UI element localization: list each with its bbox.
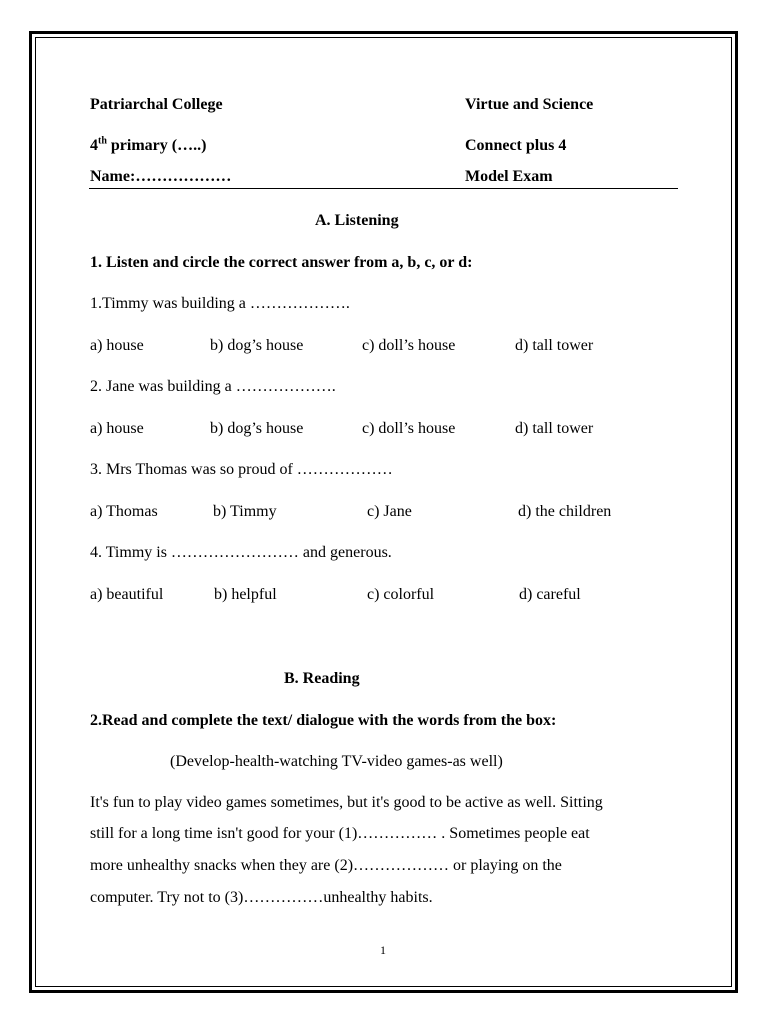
passage-line-1: It's fun to play video games sometimes, but it's good to be active as well. Sitting <box>90 794 603 811</box>
q3-option-d: d) the children <box>518 503 612 520</box>
grade-number: 4 <box>90 137 98 154</box>
passage-line-4: computer. Try not to (3)……………unhealthy habits. <box>90 889 433 906</box>
question-2: 2. Jane was building a ………………. <box>90 378 336 395</box>
question-4: 4. Timmy is …………………… and generous. <box>90 544 392 561</box>
question-1: 1.Timmy was building a ………………. <box>90 295 350 312</box>
q2-option-b: b) dog’s house <box>210 420 304 437</box>
q4-option-a: a) beautiful <box>90 586 164 603</box>
q2-option-d: d) tall tower <box>515 420 594 437</box>
section-b-title: B. Reading <box>284 670 360 687</box>
q2-option-c: c) doll’s house <box>362 420 456 437</box>
word-box: (Develop-health-watching TV-video games-as well) <box>170 753 503 770</box>
section-a-title: A. Listening <box>315 212 399 229</box>
header-divider <box>89 188 678 189</box>
q1-option-a: a) house <box>90 337 144 354</box>
passage-line-3: more unhealthy snacks when they are (2)……………… or playing on the <box>90 857 562 874</box>
name-field: Name:……………… <box>90 168 232 185</box>
grade-text: primary (…..) <box>106 137 207 154</box>
section-b-instruction: 2.Read and complete the text/ dialogue with the words from the box: <box>90 712 557 729</box>
school-motto: Virtue and Science <box>465 96 594 113</box>
q3-option-c: c) Jane <box>367 503 412 520</box>
q2-option-a: a) house <box>90 420 144 437</box>
school-name: Patriarchal College <box>90 96 223 113</box>
q3-option-b: b) Timmy <box>213 503 277 520</box>
q4-option-d: d) careful <box>519 586 581 603</box>
passage-line-2: still for a long time isn't good for your (1)…………… . Sometimes people eat <box>90 825 590 842</box>
q1-option-d: d) tall tower <box>515 337 594 354</box>
q1-option-c: c) doll’s house <box>362 337 456 354</box>
q4-option-c: c) colorful <box>367 586 435 603</box>
q4-option-b: b) helpful <box>214 586 277 603</box>
q3-option-a: a) Thomas <box>90 503 158 520</box>
question-3: 3. Mrs Thomas was so proud of ……………… <box>90 461 393 478</box>
book-title: Connect plus 4 <box>465 137 567 154</box>
grade-label <box>90 136 206 156</box>
q1-option-b: b) dog’s house <box>210 337 304 354</box>
page-number: 1 <box>380 943 386 957</box>
section-a-instruction: 1. Listen and circle the correct answer from a, b, c, or d: <box>90 254 473 271</box>
exam-title: Model Exam <box>465 168 553 185</box>
grade-suffix: th <box>98 135 107 147</box>
